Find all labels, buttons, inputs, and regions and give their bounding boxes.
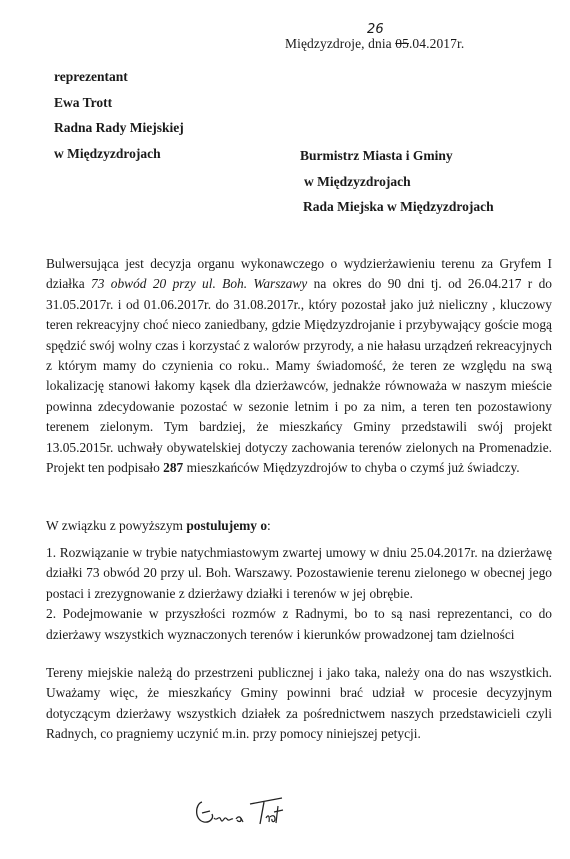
recipient-block (300, 143, 494, 220)
paragraph-postulate-intro (46, 516, 552, 536)
date-prefix: Międzyzdroje, dnia (285, 36, 396, 51)
date-struck-day: 05 (395, 36, 409, 51)
p2-text-1: W związku z powyższym (46, 518, 187, 533)
demand-2: 2. Podejmowanie w przyszłości rozmów z Radnymi, bo to są nasi reprezentanci, co do dzierżawy wszystkich wyznaczonych terenów i kierunków prowadzonej tam dzielności (46, 606, 552, 642)
p1-italic-parcel: 73 obwód 20 przy ul. Boh. Warszawy (91, 276, 308, 292)
date-line (285, 22, 465, 52)
date-suffix: .04.2017r. (408, 36, 465, 51)
recipient-line-1: Burmistrz Miasta i Gminy (300, 148, 453, 163)
paragraph-demands (46, 543, 552, 645)
sender-name: Ewa Trott (54, 94, 113, 110)
paragraph-main (46, 254, 552, 478)
p2-text-2: : (267, 518, 271, 533)
sender-title: Radna Rady Miejskiej (54, 120, 184, 135)
sender-location: w Międzyzdrojach (54, 145, 161, 161)
demand-1: 1. Rozwiązanie w trybie natychmiastowym zwartej umowy w dniu 25.04.2017r. na dzierżawę działki 73 obwód 20 przy ul. Boh. Warszawy. Pozostawienie terenu zielonego w obecnej jego postaci i zrezygnowanie z dzierżawy działki i terenów w jej obrębie. (46, 545, 552, 601)
p1-text-1: Bulwersująca jest decyzja organu wykonawczego o wydzierżawieniu terenu za Gryfem I działka (46, 256, 552, 292)
p2-bold-postulate: postulujemy o (186, 518, 268, 533)
p1-signature-count: 287 (163, 460, 184, 476)
sender-role: reprezentant (54, 69, 128, 84)
p1-text-2: na okres do 90 dni tj. od 26.04.217 r do 31.05.2017r. i od 01.06.2017r. do 31.08.2017r., który pozostał jako już nieliczny , kluczowy teren rekreacyjny choć nieco zaniedbany, gdzie Międzyzdrojanie i przybywający goście mogą spędzić swój wolny czas i korzystać z walorów przyrody, a nie hałasu urządzeń rekreacyjnych z którym mamy do czynienia co roku.. Mamy świadomość, że teren ze względu na swą lokalizację stanowi łakomy kąsek dla dzierżawców, jednakże równoważa w naszym mieście powinna zdecydowanie pozostać w sezonie letnim i po za nim, a teren ten pozostawiony terenem zielonym. Tym bardziej, że mieszkańcy Gminy przedstawili swój projekt 13.05.2015r. uchwały obywatelskiej dotyczy zachowania terenów zielonych na Promenadzie. Projekt ten podpisało (46, 276, 552, 476)
recipient-line-2: w Międzyzdrojach (304, 173, 411, 189)
paragraph-closing: Tereny miejskie należą do przestrzeni publicznej i jako taka, należy ona do nas wszystkich. Uważamy więc, że mieszkańcy Gminy powinni brać udział w procesie decyzyjnym dotyczącym dzierżawy wszystkich działek za pośrednictwem naszych przedstawicieli czyli Radnych, co pragniemy uczynić m.in. przy pomocy niniejszej petycji. (46, 665, 552, 742)
handwritten-day-correction: 26 (367, 22, 384, 37)
handwritten-signature (190, 792, 290, 832)
p1-text-3: mieszkańców Międzyzdrojów to chyba o czymś już świadczy. (183, 460, 520, 476)
recipient-line-3: Rada Miejska w Międzyzdrojach (303, 199, 494, 214)
sender-block (54, 64, 184, 166)
